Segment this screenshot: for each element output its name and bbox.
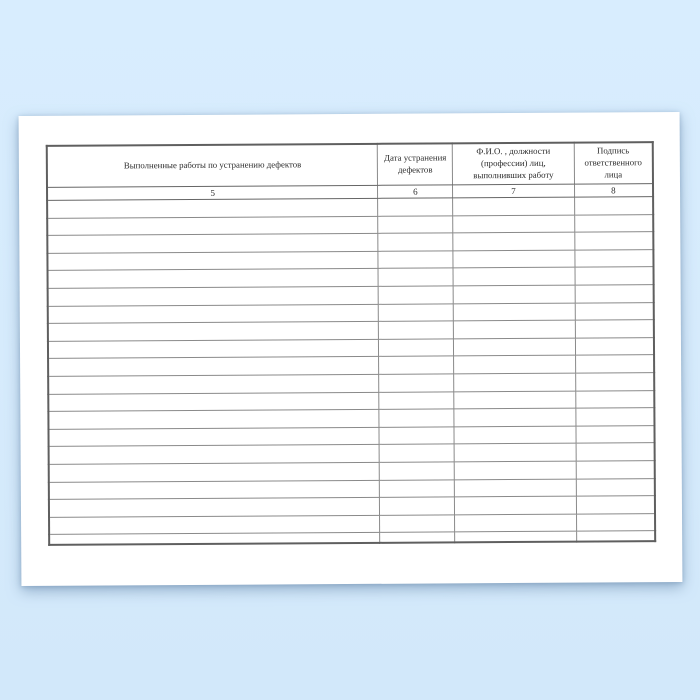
empty-cell — [575, 249, 654, 267]
empty-cell — [453, 197, 575, 215]
empty-cell — [379, 356, 454, 374]
empty-cell — [576, 443, 655, 461]
empty-cell — [453, 285, 575, 303]
empty-cell — [454, 338, 576, 356]
empty-cell — [48, 286, 379, 306]
empty-cell — [48, 374, 379, 394]
empty-cell — [49, 497, 380, 517]
empty-cell — [49, 533, 380, 546]
empty-cell — [49, 462, 380, 482]
empty-cell — [379, 303, 454, 321]
empty-cell — [379, 444, 454, 462]
empty-cell — [379, 339, 454, 357]
empty-cell — [575, 232, 654, 250]
column-number-5: 5 — [47, 185, 378, 200]
empty-cell — [454, 408, 576, 426]
empty-cell — [576, 478, 655, 496]
empty-cell — [49, 515, 380, 535]
empty-cell — [453, 215, 575, 233]
empty-cell — [453, 268, 575, 286]
empty-cell — [47, 216, 378, 236]
empty-cell — [48, 339, 379, 359]
empty-cell — [453, 303, 575, 321]
empty-cell — [48, 409, 379, 429]
table-body — [47, 197, 655, 545]
empty-cell — [454, 391, 576, 409]
empty-cell — [455, 531, 577, 542]
empty-cell — [575, 355, 654, 373]
empty-cell — [378, 198, 453, 216]
empty-cell — [379, 427, 454, 445]
empty-cell — [378, 268, 453, 286]
empty-cell — [576, 425, 655, 443]
empty-cell — [48, 321, 379, 341]
empty-cell — [575, 320, 654, 338]
empty-cell — [379, 391, 454, 409]
empty-cell — [379, 374, 454, 392]
empty-cell — [576, 408, 655, 426]
empty-cell — [378, 233, 453, 251]
empty-cell — [454, 373, 576, 391]
column-number-8: 8 — [574, 184, 653, 197]
column-header-works: Выполненные работы по устранению дефектов — [47, 144, 378, 188]
empty-cell — [379, 286, 454, 304]
empty-cell — [576, 461, 655, 479]
empty-cell — [380, 515, 455, 533]
empty-cell — [575, 373, 654, 391]
column-header-date: Дата устранения дефектов — [378, 143, 453, 185]
empty-cell — [455, 514, 577, 532]
empty-cell — [49, 480, 380, 500]
empty-cell — [379, 409, 454, 427]
empty-cell — [454, 461, 576, 479]
empty-cell — [380, 532, 455, 543]
empty-cell — [454, 443, 576, 461]
empty-cell — [48, 357, 379, 377]
column-header-signature: Подпись ответственного лица — [574, 142, 653, 184]
empty-cell — [48, 427, 379, 447]
empty-cell — [576, 513, 655, 531]
empty-cell — [575, 285, 654, 303]
column-number-6: 6 — [378, 185, 453, 198]
empty-cell — [576, 496, 655, 514]
empty-cell — [575, 337, 654, 355]
empty-cell — [378, 251, 453, 269]
defect-elimination-log-table — [46, 141, 656, 546]
empty-cell — [49, 445, 380, 465]
empty-cell — [455, 479, 577, 497]
empty-cell — [575, 302, 654, 320]
empty-cell — [380, 479, 455, 497]
empty-cell — [48, 304, 379, 324]
empty-cell — [48, 392, 379, 412]
empty-cell — [454, 320, 576, 338]
empty-cell — [380, 497, 455, 515]
empty-cell — [453, 250, 575, 268]
empty-cell — [575, 390, 654, 408]
empty-cell — [47, 198, 378, 218]
empty-cell — [575, 267, 654, 285]
empty-cell — [378, 215, 453, 233]
document-page — [19, 112, 683, 586]
empty-cell — [48, 269, 379, 289]
empty-cell — [380, 462, 455, 480]
empty-cell — [454, 426, 576, 444]
empty-cell — [47, 251, 378, 271]
empty-cell — [455, 496, 577, 514]
empty-cell — [576, 531, 655, 542]
empty-cell — [453, 232, 575, 250]
empty-cell — [574, 214, 653, 232]
empty-cell — [379, 321, 454, 339]
column-header-persons: Ф.И.О. , должности (профессии) лиц, выполнивших работу — [452, 143, 574, 185]
column-number-7: 7 — [453, 184, 575, 198]
empty-cell — [47, 234, 378, 254]
empty-cell — [574, 197, 653, 215]
header-row — [47, 142, 653, 187]
empty-cell — [454, 355, 576, 373]
